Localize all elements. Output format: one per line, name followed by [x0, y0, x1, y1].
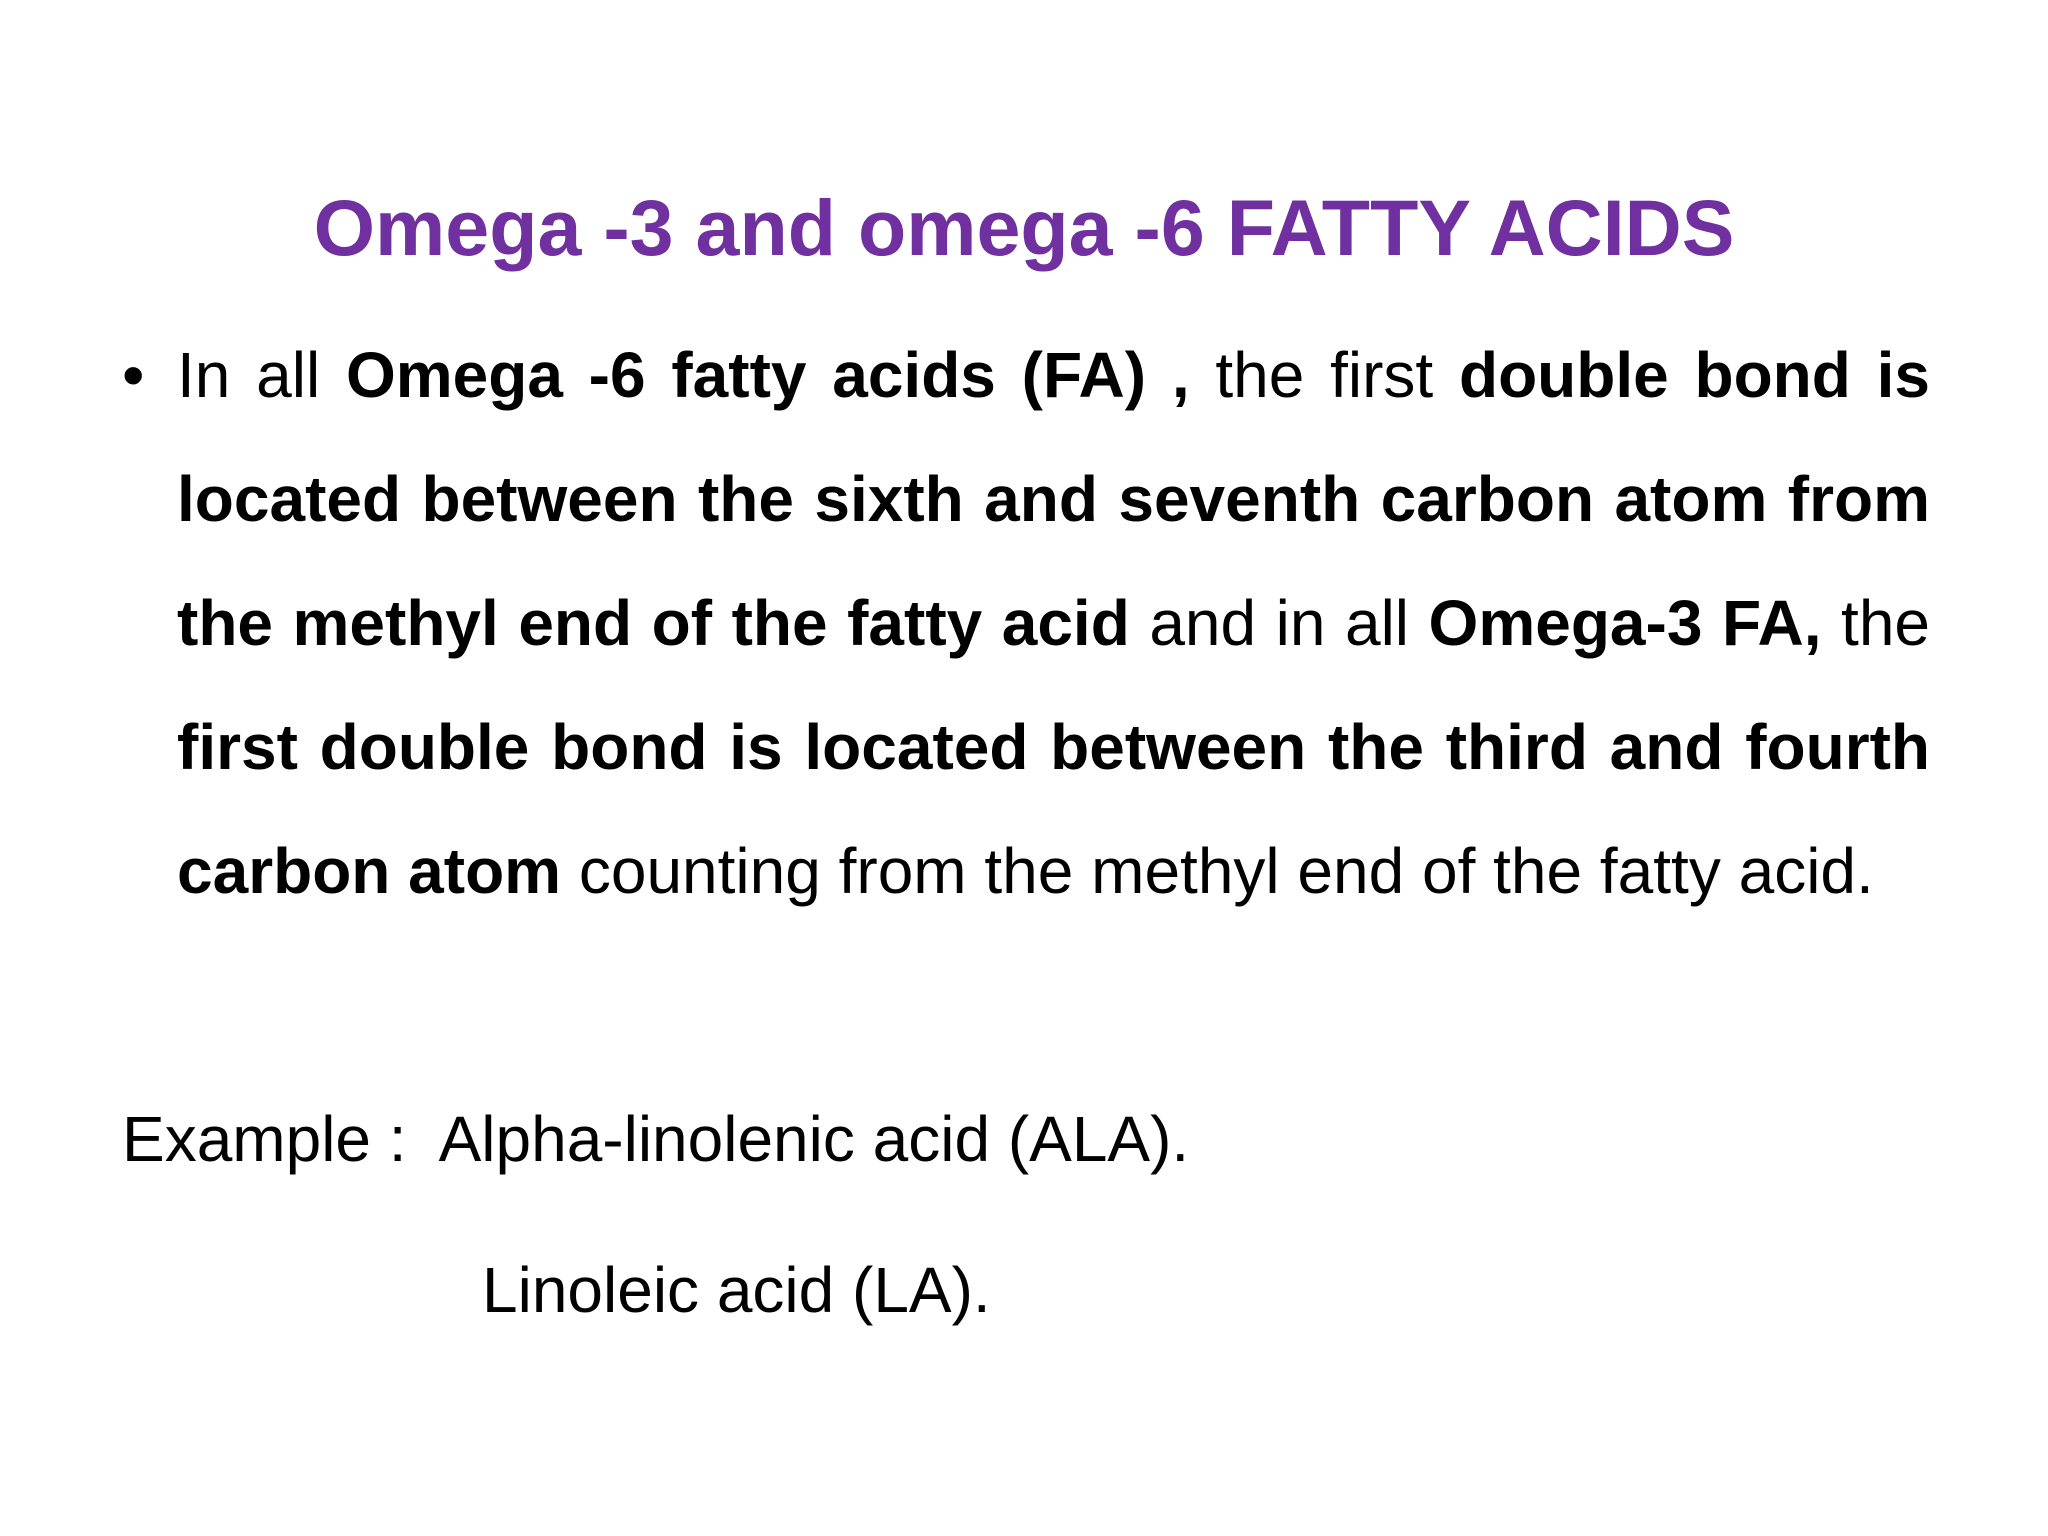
bullet-bold-segment: Omega -6 fatty acids (FA) ,	[345, 339, 1190, 411]
bullet-text	[177, 313, 1930, 933]
bullet-segment: and in all	[1129, 587, 1429, 659]
example-label: Example :	[122, 1103, 425, 1175]
bullet-bold-segment: double bond is located between the sixth and seventh carbon atom from the methyl end of the fatty acid	[177, 339, 1930, 659]
bullet-segment: counting from the methyl end of the fatty acid.	[561, 835, 1874, 907]
slide-title: Omega -3 and omega -6 FATTY ACIDS	[313, 183, 1735, 272]
bullet-icon: •	[122, 339, 145, 411]
example-line	[122, 1089, 1189, 1189]
bullet-segment: the first	[1189, 339, 1459, 411]
bullet-bold-segment: first double bond is located between the third and fourth carbon atom	[177, 711, 1930, 907]
example-item-ala: Alpha-linolenic acid (ALA).	[438, 1103, 1190, 1175]
bullet-segment: In all	[177, 339, 346, 411]
bullet-bold-segment: Omega-3 FA,	[1428, 587, 1822, 659]
bullet-segment: the	[1821, 587, 1931, 659]
example-item-la: Linoleic acid (LA).	[482, 1254, 991, 1326]
